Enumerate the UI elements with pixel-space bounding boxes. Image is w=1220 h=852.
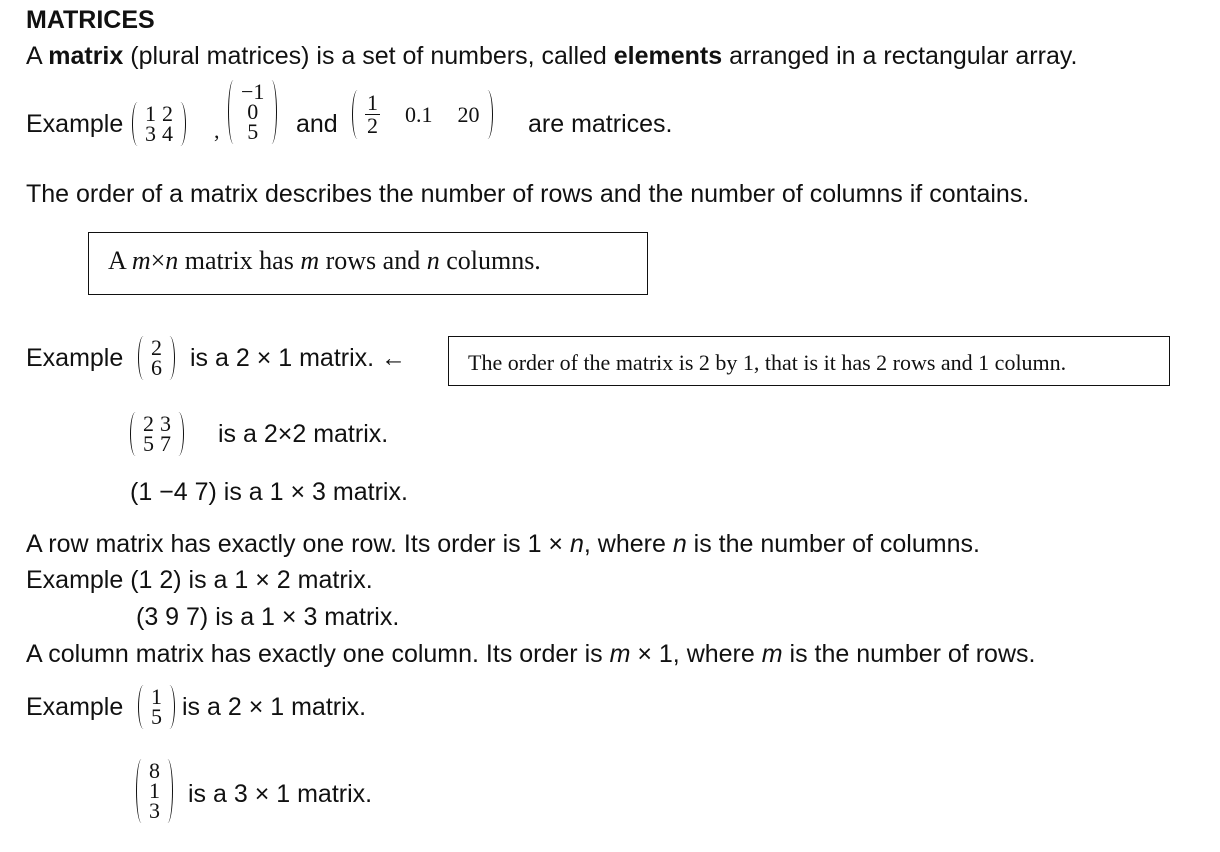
order-description: The order of a matrix describes the number of rows and the number of columns if contains. [26, 180, 1030, 208]
example2-text: is a 2 × 1 matrix. ← [190, 344, 407, 372]
intro-text-3: arranged in a rectangular array. [722, 42, 1078, 70]
col-example2-matrix: 8 1 3 [146, 761, 163, 821]
intro-term-matrix: matrix [48, 42, 124, 70]
row-example-2: (3 9 7) is a 1 × 3 matrix. [136, 603, 400, 631]
example4-text: (1 −4 7) is a 1 × 3 matrix. [130, 478, 408, 506]
example3-matrix: 2 3 5 7 [140, 414, 174, 454]
definition-text: A m×n matrix has m rows and n columns. [108, 246, 541, 275]
page-title: MATRICES [26, 6, 155, 34]
example1-label: Example [26, 110, 124, 138]
intro-paragraph [26, 42, 1077, 71]
example1-and: and [296, 110, 338, 138]
example1-matrix-3x1: −1 0 5 [238, 82, 267, 142]
col-example1-matrix: 1 5 [148, 687, 165, 727]
intro-text-2: (plural matrices) is a set of numbers, called [123, 42, 614, 70]
example2-matrix: 2 6 [148, 338, 165, 378]
col-example2-text: is a 3 × 1 matrix. [188, 780, 373, 808]
example1-matrix-2x2: 1 2 3 4 [142, 104, 176, 144]
example2-label: Example [26, 344, 124, 372]
example3-text: is a 2×2 matrix. [218, 420, 389, 448]
intro-text-1: A [26, 42, 49, 70]
intro-term-elements: elements [613, 42, 723, 70]
col-example1-label: Example [26, 693, 124, 721]
example1-comma: , [214, 118, 220, 143]
order-note: The order of the matrix is 2 by 1, that is it has 2 rows and 1 column. [468, 350, 1067, 375]
row-matrix-definition: A row matrix has exactly one row. Its order is 1 × n, where n is the number of columns. [26, 530, 980, 558]
col-example1-text: is a 2 × 1 matrix. [182, 693, 367, 721]
example1-matrix-1x3: $\frac{1}{2}$ 0.1 20 [362, 92, 483, 137]
example1-suffix: are matrices. [528, 110, 673, 138]
row-example-1: Example (1 2) is a 1 × 2 matrix. [26, 566, 373, 594]
column-matrix-definition: A column matrix has exactly one column. Its order is m × 1, where m is the number of rows. [26, 640, 1036, 668]
